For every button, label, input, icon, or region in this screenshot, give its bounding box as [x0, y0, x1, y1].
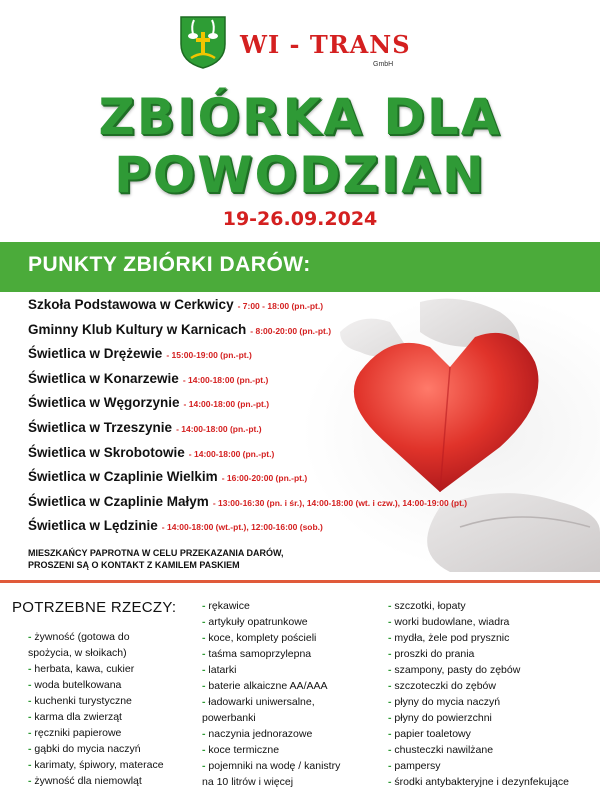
notice-line-1: MIESZKAŃCY PAPROTNA W CELU PRZEKAZANIA DARÓW,	[28, 548, 284, 558]
list-item	[28, 757, 196, 773]
list-item-label: herbata, kawa, cukier	[34, 663, 135, 675]
list-item-label: powerbanki	[202, 712, 256, 724]
list-item-label: żywność dla niemowląt	[34, 775, 142, 787]
dash-bullet-icon: -	[28, 775, 35, 787]
dash-bullet-icon: -	[202, 760, 209, 772]
dash-bullet-icon: -	[388, 616, 395, 628]
point-name: Świetlica w Skrobotowie	[28, 444, 185, 460]
list-item-label: szczotki, łopaty	[394, 600, 466, 612]
list-item-label: naczynia jednorazowe	[208, 728, 313, 740]
point-hours: - 14:00-18:00 (wt.-pt.), 12:00-16:00 (sob.)	[161, 522, 323, 533]
point-hours: - 13:00-16:30 (pn. i śr.), 14:00-18:00 (wt. i czw.), 14:00-19:00 (pt.)	[212, 497, 468, 508]
collection-points-banner	[0, 242, 600, 292]
list-item	[28, 371, 588, 396]
dash-bullet-icon: -	[28, 759, 35, 771]
dash-bullet-icon: -	[388, 664, 395, 676]
dash-bullet-icon: -	[388, 648, 395, 660]
section-divider	[0, 580, 600, 583]
list-item	[202, 630, 377, 646]
list-item	[388, 598, 600, 614]
point-hours: - 14:00-18:00 (pn.-pt.)	[182, 374, 269, 385]
dash-bullet-icon: -	[202, 664, 209, 676]
needed-items-column-3	[388, 598, 600, 790]
dash-bullet-icon: -	[28, 743, 35, 755]
dash-bullet-icon: -	[28, 727, 35, 739]
list-item-label: woda butelkowana	[34, 679, 122, 691]
list-item-label: artykuły opatrunkowe	[208, 616, 308, 628]
list-item-label: na 10 litrów i więcej	[202, 776, 294, 788]
list-item-label: żywność (gotowa do	[34, 631, 130, 643]
list-item	[28, 297, 588, 322]
list-item-label: pampersy	[394, 760, 441, 772]
list-item-label: płyny do powierzchni	[394, 712, 492, 724]
point-name: Świetlica w Drężewie	[28, 346, 163, 362]
list-item	[28, 494, 588, 519]
list-item-label: chusteczki nawilżane	[394, 744, 494, 756]
list-item	[202, 614, 377, 630]
dash-bullet-icon: -	[388, 776, 395, 788]
list-item	[28, 629, 196, 645]
point-name: Świetlica w Czaplinie Małym	[28, 493, 209, 509]
header-logos	[0, 10, 600, 70]
dash-bullet-icon: -	[388, 712, 395, 724]
contact-notice	[28, 547, 284, 571]
list-item-label: szczoteczki do zębów	[394, 680, 496, 692]
list-item	[202, 662, 377, 678]
dash-bullet-icon: -	[202, 744, 209, 756]
list-item	[28, 693, 196, 709]
title-line-2: POWODZIAN	[114, 146, 486, 204]
dash-bullet-icon: -	[202, 600, 209, 612]
list-item	[388, 710, 600, 726]
dash-bullet-icon: -	[388, 744, 395, 756]
list-item-label: ładowarki uniwersalne,	[208, 696, 315, 708]
list-item	[202, 678, 377, 694]
dash-bullet-icon: -	[202, 632, 209, 644]
needed-items-title: POTRZEBNE RZECZY:	[12, 599, 177, 616]
list-item-label: gąbki do mycia naczyń	[34, 743, 141, 755]
list-item	[202, 646, 377, 662]
list-item	[388, 774, 600, 790]
list-item-label: płyny do mycia naczyń	[394, 696, 501, 708]
list-item	[202, 598, 377, 614]
point-hours: - 14:00-18:00 (pn.-pt.)	[183, 399, 270, 410]
list-item	[28, 741, 196, 757]
point-name: Świetlica w Węgorzynie	[28, 395, 180, 411]
needed-items-column-2	[202, 598, 377, 790]
date-range: 19-26.09.2024	[222, 208, 378, 230]
point-hours: - 8:00-20:00 (pn.-pt.)	[250, 325, 332, 336]
dash-bullet-icon: -	[388, 696, 395, 708]
list-item	[28, 661, 196, 677]
list-item	[28, 725, 196, 741]
list-item	[388, 614, 600, 630]
dash-bullet-icon: -	[202, 648, 209, 660]
list-item	[388, 758, 600, 774]
list-item	[202, 726, 377, 742]
dash-bullet-icon: -	[202, 728, 209, 740]
list-item	[388, 678, 600, 694]
dash-bullet-icon: -	[388, 760, 395, 772]
dash-bullet-icon: -	[202, 696, 209, 708]
list-item	[388, 726, 600, 742]
list-item	[28, 395, 588, 420]
point-name: Szkoła Podstawowa w Cerkwicy	[28, 297, 234, 312]
list-item	[388, 694, 600, 710]
dash-bullet-icon: -	[28, 663, 35, 675]
point-name: Świetlica w Trzeszynie	[28, 419, 173, 435]
dash-bullet-icon: -	[28, 679, 35, 691]
point-hours: - 16:00-20:00 (pn.-pt.)	[221, 473, 308, 484]
list-item-label: papier toaletowy	[394, 728, 471, 740]
banner-title: PUNKTY ZBIÓRKI DARÓW:	[28, 253, 311, 276]
list-item	[388, 630, 600, 646]
list-item	[388, 646, 600, 662]
list-item	[28, 346, 588, 371]
dash-bullet-icon: -	[28, 631, 35, 643]
list-item-label: rękawice	[208, 600, 250, 612]
title-line-1: ZBIÓRKA DLA	[98, 88, 502, 146]
list-item	[388, 662, 600, 678]
dash-bullet-icon: -	[388, 680, 395, 692]
point-hours: - 14:00-18:00 (pn.-pt.)	[188, 448, 275, 459]
list-item	[202, 694, 377, 710]
point-hours: - 14:00-18:00 (pn.-pt.)	[176, 423, 262, 434]
list-item-label: mydła, żele pod prysznic	[394, 632, 510, 644]
dash-bullet-icon: -	[388, 728, 395, 740]
list-item	[202, 758, 377, 774]
notice-line-2: PROSZENI SĄ O KONTAKT Z KAMILEM PASKIEM	[28, 560, 240, 570]
list-item-label: karma dla zwierząt	[34, 711, 122, 723]
dash-bullet-icon: -	[28, 711, 35, 723]
collection-points-list	[28, 297, 588, 543]
list-item	[28, 645, 196, 661]
dash-bullet-icon: -	[202, 680, 209, 692]
list-item-label: środki antybakteryjne i dezynfekujące	[394, 776, 569, 788]
list-item-label: worki budowlane, wiadra	[394, 616, 510, 628]
dash-bullet-icon: -	[202, 616, 209, 628]
list-item	[202, 774, 377, 790]
point-name: Gminny Klub Kultury w Karnicach	[28, 321, 247, 337]
list-item	[388, 742, 600, 758]
dash-bullet-icon: -	[28, 695, 35, 707]
list-item-label: kuchenki turystyczne	[34, 695, 132, 707]
point-name: Świetlica w Lędzinie	[28, 518, 158, 534]
list-item-label: pojemniki na wodę / kanistry	[208, 760, 341, 772]
point-hours: - 15:00-19:00 (pn.-pt.)	[166, 350, 252, 361]
list-item-label: koce, komplety pościeli	[208, 632, 317, 644]
list-item	[202, 742, 377, 758]
dash-bullet-icon: -	[388, 632, 395, 644]
list-item	[28, 709, 196, 725]
list-item	[202, 710, 377, 726]
list-item-label: koce termiczne	[208, 744, 280, 756]
coat-of-arms-icon	[178, 14, 228, 70]
list-item-label: szampony, pasty do zębów	[394, 664, 521, 676]
list-item	[28, 420, 588, 445]
needed-items-column-1	[28, 629, 196, 789]
list-item	[28, 518, 588, 543]
list-item-label: proszki do prania	[394, 648, 475, 660]
list-item	[28, 445, 588, 470]
list-item-label: latarki	[208, 664, 237, 676]
list-item-label: karimaty, śpiwory, materace	[34, 759, 164, 771]
list-item	[28, 322, 588, 347]
list-item	[28, 469, 588, 494]
brand-name: WI - TRANS	[240, 30, 411, 59]
list-item	[28, 677, 196, 693]
list-item-label: ręczniki papierowe	[34, 727, 122, 739]
list-item-label: taśma samoprzylepna	[208, 648, 312, 660]
list-item-label: baterie alkaiczne AA/AAA	[208, 680, 328, 692]
list-item	[28, 773, 196, 789]
dash-bullet-icon: -	[388, 600, 395, 612]
point-name: Świetlica w Czaplinie Wielkim	[28, 469, 218, 485]
point-hours: - 7:00 - 18:00 (pn.-pt.)	[237, 301, 324, 311]
point-name: Świetlica w Konarzewie	[28, 370, 179, 386]
list-item-label: spożycia, w słoikach)	[28, 647, 127, 659]
brand-suffix: GmbH	[373, 61, 394, 68]
